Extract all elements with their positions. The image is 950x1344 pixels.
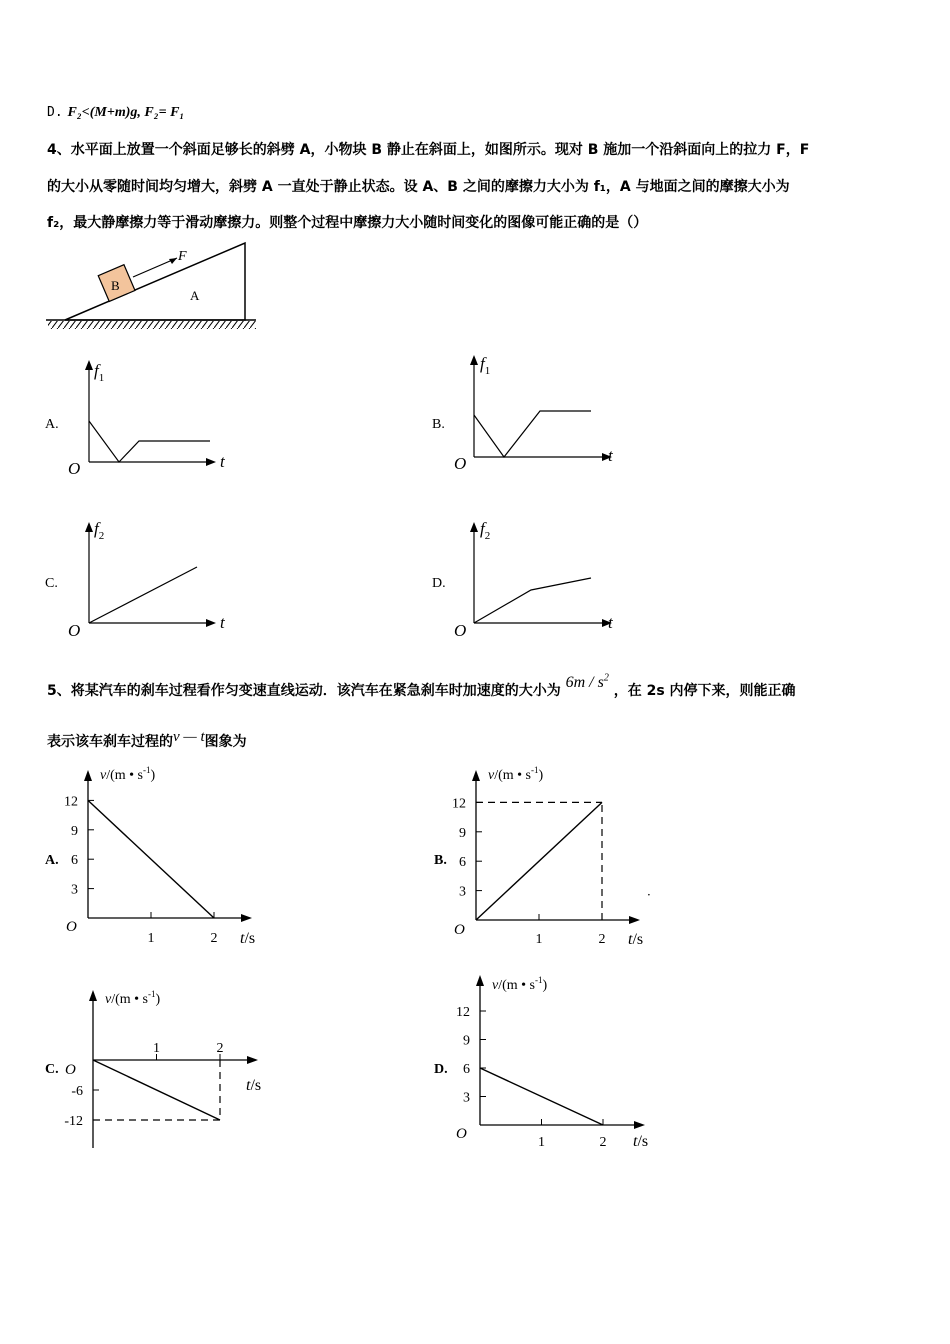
q5-d-x-label: t/s (633, 1133, 649, 1150)
svg-text:O: O (68, 621, 81, 640)
q4-option-d-label: D. (432, 576, 446, 591)
wedge-label: A (190, 288, 200, 303)
q5-b-ytick-label: 9 (459, 825, 466, 841)
q5-a-y-arrow (84, 770, 92, 781)
q5-a-origin: O (66, 919, 77, 935)
q5-b-x-arrow (629, 916, 640, 924)
q5-line-2a: 表示该车刹车过程的 (47, 734, 173, 750)
q5-c-ytick-label: -12 (64, 1114, 83, 1129)
q5-option-a-label: A. (45, 853, 59, 868)
q4-line-1: 4、水平面上放置一个斜面足够长的斜劈 A，小物块 B 静止在斜面上，如图所示。现对 B 施加一个沿斜面向上的拉力 F，F (47, 142, 810, 158)
q5-option-b-label: B. (434, 853, 447, 868)
q5-d-ytick-label: 9 (463, 1033, 470, 1049)
q5-option-c-label: C. (45, 1062, 59, 1077)
q5-c-ytick-label: -6 (71, 1084, 83, 1099)
q5-c-data-line (93, 1060, 220, 1120)
q5-a-ytick-label: 6 (71, 853, 78, 869)
q5-d-y-arrow (476, 975, 484, 986)
svg-text:t: t (220, 613, 225, 632)
q5-c-xtick-label: 1 (153, 1041, 160, 1056)
q5-d-y-label: v/(m • $s^{-1}$) (492, 975, 548, 993)
q5-b-y-label: v/(m • $s^{-1}$) (488, 765, 544, 783)
block-label: B (111, 278, 120, 293)
q4-line-3: f₂，最大静摩擦力等于滑动摩擦力。则整个过程中摩擦力大小随时间变化的图像可能正确的是（） (47, 215, 648, 231)
q5-a-y-label: v/(m • $s^{-1}$) (100, 765, 156, 783)
q5-b-ytick-label: 3 (459, 884, 466, 900)
q4-option-a-label: A. (45, 417, 59, 432)
q5-b-data-line (476, 802, 602, 920)
svg-text:O: O (454, 454, 467, 473)
svg-text:t: t (608, 446, 613, 465)
q5-b-x-label: t/s (628, 931, 644, 948)
svg-text:f1: $f_1$ (480, 354, 491, 377)
q5-b-origin: O (454, 922, 465, 938)
q5-a-x-label: t/s (240, 930, 256, 947)
q5-c-xtick-label: 2 (216, 1041, 224, 1056)
q5-line-1a: 5、将某汽车的刹车过程看作匀变速直线运动．该汽车在紧急刹车时加速度的大小为 (47, 683, 561, 699)
q5-a-ytick-label: 9 (71, 823, 78, 839)
q3-option-d-text: F₂<(M+m)g, F₂= F₁ (67, 105, 185, 120)
svg-text:t: t (608, 613, 613, 632)
q5-b-ytick-label: 12 (452, 796, 466, 812)
q5-d-data-line (480, 1068, 603, 1125)
svg-text:f1: $f_1$ (94, 361, 105, 384)
q5-d-ytick-label: 3 (463, 1090, 470, 1106)
q3-option-d-prefix: D. (47, 105, 63, 120)
q5-c-x-arrow (247, 1056, 258, 1064)
q5-a-xtick-label: 1 (147, 931, 155, 946)
q5-c-y-arrow (89, 990, 97, 1001)
q5-b-xtick-label: 2 (598, 932, 606, 947)
q4-option-b-label: B. (432, 417, 445, 432)
q5-option-d-label: D. (434, 1062, 448, 1077)
q4-option-c-label: C. (45, 576, 58, 591)
force-label: F (178, 249, 187, 264)
q5-b-y-arrow (472, 770, 480, 781)
q5-accel: $6m / s^2$ (565, 672, 609, 691)
q5-line-2b: 图象为 (204, 734, 247, 750)
q5-a-x-arrow (241, 914, 252, 922)
stray-mark: · (647, 888, 651, 902)
q5-a-xtick-label: 2 (210, 931, 218, 946)
q5-b-ytick-label: 6 (459, 855, 466, 871)
q5-a-ytick-label: 12 (64, 794, 78, 810)
q5-d-origin: O (456, 1126, 467, 1142)
q4-line-2: 的大小从零随时间均匀增大，斜劈 A 一直处于静止状态。设 A、B 之间的摩擦力大小为 f₁，A 与地面之间的摩擦大小为 (47, 179, 790, 195)
q5-d-x-arrow (634, 1121, 645, 1129)
q5-a-data-line (88, 800, 214, 918)
q5-b-xtick-label: 1 (535, 932, 543, 947)
q5-a-ytick-label: 3 (71, 882, 78, 898)
q5-c-origin: O (65, 1062, 76, 1078)
q5-d-xtick-label: 1 (538, 1135, 545, 1150)
svg-text:t: t (220, 452, 225, 471)
svg-text:O: O (68, 459, 81, 478)
q5-line-1b: ，在 2s 内停下来，则能正确 (613, 683, 796, 699)
q5-c-y-label: v/(m • $s^{-1}$) (105, 989, 161, 1007)
svg-text:O: O (454, 621, 467, 640)
svg-text:f2: $f_2$ (94, 519, 105, 542)
svg-text:f2: $f_2$ (480, 519, 491, 542)
q5-vt: v — t (173, 729, 205, 745)
q5-d-ytick-label: 12 (456, 1005, 470, 1020)
q5-d-ytick-label: 6 (463, 1062, 470, 1077)
q5-d-xtick-label: 2 (599, 1135, 607, 1150)
q5-c-x-label: t/s (246, 1077, 262, 1094)
